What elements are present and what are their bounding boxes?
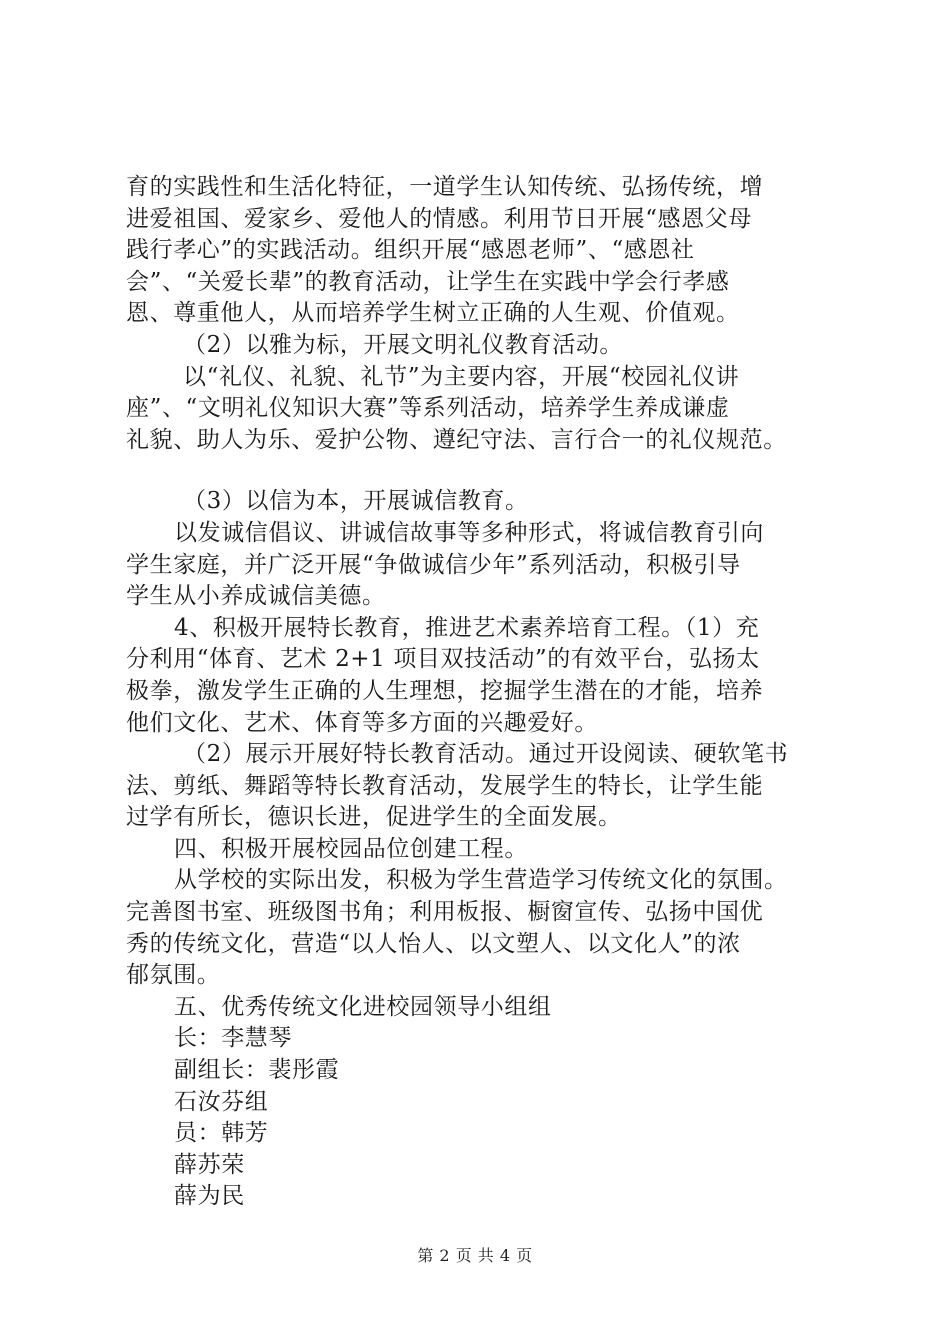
section-heading: 4、积极开展特长教育，推进艺术素养培育工程。（1）充 xyxy=(174,614,760,641)
section-heading: （2）以雅为标，开展文明礼仪教育活动。 xyxy=(183,331,624,358)
section-heading: 四、积极开展校园品位创建工程。 xyxy=(174,835,528,862)
body-line: 法、剪纸、舞蹈等特长教育活动，发展学生的特长，让学生能 xyxy=(126,772,764,799)
member-line: 薛苏荣 xyxy=(174,1151,245,1178)
body-line: 秀的传统文化，营造“以人怡人、以文塑人、以文化人”的浓 xyxy=(126,930,741,957)
body-line: 践行孝心”的实践活动。组织开展“感恩老师”、“感恩社 xyxy=(126,237,695,264)
page-number-footer: 第 2 页 共 4 页 xyxy=(417,1246,533,1265)
body-line: 分利用“体育、艺术 2+1 项目双技活动”的有效平台，弘扬太 xyxy=(126,646,760,673)
body-line: 从学校的实际出发，积极为学生营造学习传统文化的氛围。 xyxy=(174,867,788,894)
body-line: 郁氛围。 xyxy=(126,962,221,989)
body-line: 学生从小养成诚信美德。 xyxy=(126,583,386,610)
body-line: 进爱祖国、爱家乡、爱他人的情感。利用节日开展“感恩父母 xyxy=(126,205,752,232)
body-line: 育的实践性和生活化特征，一道学生认知传统、弘扬传统，增 xyxy=(126,174,764,200)
member-line: 薛为民 xyxy=(174,1183,245,1210)
body-line: 过学有所长，德识长进，促进学生的全面发展。 xyxy=(126,804,622,831)
body-line: 学生家庭，并广泛开展“争做诚信少年”系列活动，积极引导 xyxy=(126,551,741,578)
section-heading: 五、优秀传统文化进校园领导小组组 xyxy=(174,993,552,1020)
paragraph-gap xyxy=(126,456,840,486)
body-line: 完善图书室、班级图书角；利用板报、橱窗宣传、弘扬中国优 xyxy=(126,899,764,926)
member-line: 长：李慧琴 xyxy=(174,1025,292,1052)
member-line: 副组长：裴彤霞 xyxy=(174,1057,340,1084)
member-line: 员：韩芳 xyxy=(174,1120,269,1147)
section-heading: （3）以信为本，开展诚信教育。 xyxy=(183,488,529,515)
section-heading: （2）展示开展好特长教育活动。通过开设阅读、硬软笔书 xyxy=(183,741,789,768)
body-line: 礼貌、助人为乐、爱护公物、遵纪守法、言行合一的礼仪规范。 xyxy=(126,426,787,453)
document-body xyxy=(126,172,840,1213)
body-line: 会”、“关爱长辈”的教育活动，让学生在实践中学会行孝感 xyxy=(126,268,730,295)
body-line: 他们文化、艺术、体育等多方面的兴趣爱好。 xyxy=(126,709,598,736)
body-line: 以发诚信倡议、讲诚信故事等多种形式，将诚信教育引向 xyxy=(174,519,764,546)
body-line: 以“礼仪、礼貌、礼节”为主要内容，开展“校园礼仪讲 xyxy=(183,363,740,390)
body-line: 座”、“文明礼仪知识大赛”等系列活动，培养学生养成谦虚 xyxy=(126,395,730,422)
body-line: 极拳，激发学生正确的人生理想，挖掘学生潜在的才能，培养 xyxy=(126,677,764,704)
member-line: 石汝芬组 xyxy=(174,1088,269,1115)
body-line: 恩、尊重他人，从而培养学生树立正确的人生观、价值观。 xyxy=(126,300,740,327)
